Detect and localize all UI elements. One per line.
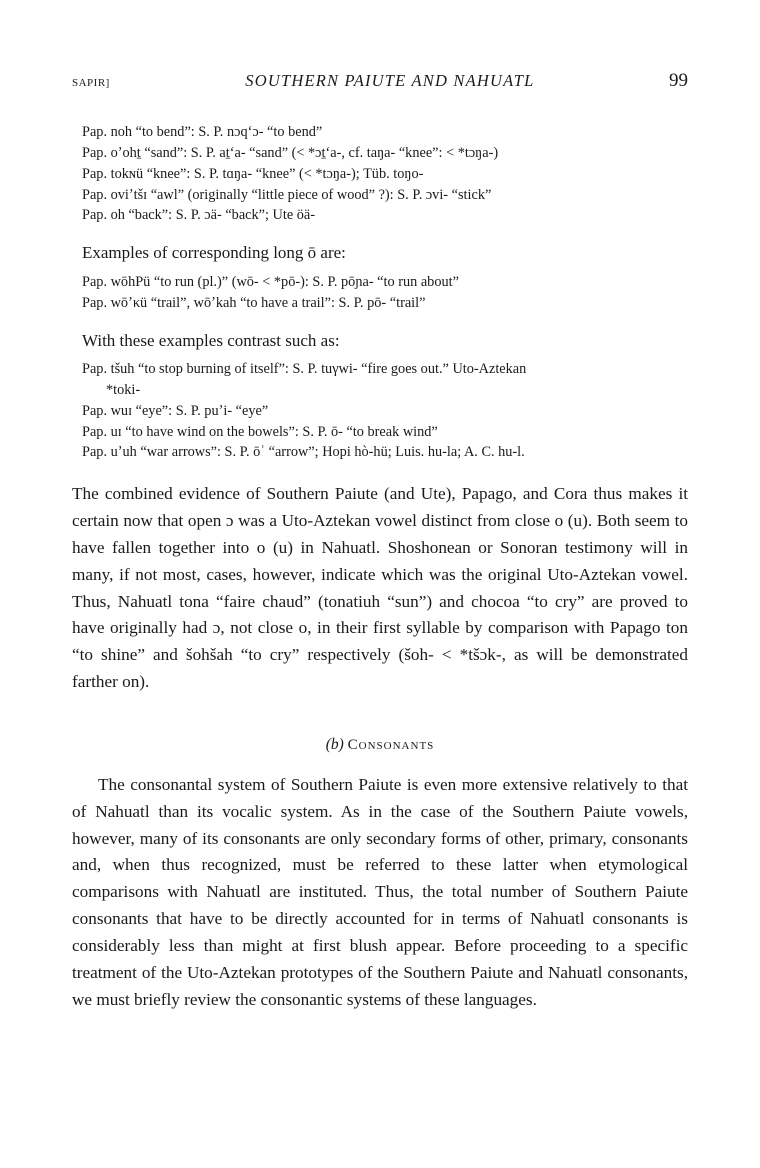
example-line: Pap. uʼuh “war arrows”: S. P. ōʿ “arrow”; Hopi hò-hü; Luis. hu-la; A. C. hu-l. — [82, 444, 525, 461]
example-line-continuation: *toki- — [106, 381, 141, 398]
example-line: Pap. tšuh “to stop burning of itself”: S. P. tuγwi- “fire goes out.” Uto-Aztekan — [82, 361, 527, 378]
page-number: 99 — [669, 70, 688, 91]
example-line: Pap. noh “to bend”: S. P. nɔqʻɔ- “to bend” — [82, 124, 323, 140]
running-head-author: SAPIR] — [72, 77, 110, 89]
example-line: Pap. tokɴü “knee”: S. P. tɑŋa- “knee” (< *tɔŋa-); Tüb. toŋo- — [82, 165, 424, 182]
running-head — [72, 70, 688, 92]
example-line: Pap. oʼohṯ “sand”: S. P. aṯʻa- “sand” (< *ɔṯʻa-, cf. taŋa- “knee”: < *tɔŋa-) — [82, 144, 499, 161]
section-heading-letter: (b) — [325, 735, 344, 753]
display-line-long-o: Examples of corresponding long ō are: — [82, 243, 346, 263]
example-line: Pap. oviʼtšɪ “awl” (originally “little piece of wood” ?): S. P. ɔvi- “stick” — [82, 186, 492, 203]
examples-block-2 — [72, 272, 688, 314]
example-line: Pap. wōʼκü “trail”, wōʼkah “to have a trail”: S. P. pō- “trail” — [82, 294, 426, 311]
example-line: Pap. uɪ “to have wind on the bowels”: S. P. ō- “to break wind” — [82, 423, 438, 440]
example-line: Pap. wuɪ “eye”: S. P. puʼi- “eye” — [82, 402, 269, 419]
section-heading-consonants — [72, 736, 688, 754]
running-head-title: SOUTHERN PAIUTE AND NAHUATL — [245, 71, 535, 90]
example-line: Pap. oh “back”: S. P. ɔä- “back”; Ute öä- — [82, 207, 316, 224]
example-line: Pap. wōhPü “to run (pl.)” (wō- < *pō-): S. P. pōɲa- “to run about” — [82, 273, 459, 290]
section-heading-text: Consonants — [347, 736, 435, 753]
examples-block-1 — [72, 122, 688, 226]
examples-block-3 — [72, 359, 688, 463]
display-line-contrast: With these examples contrast such as: — [82, 330, 340, 350]
body-paragraph-vowels: The combined evidence of Southern Paiute (and Ute), Papago, and Cora thus makes it certain now that open ɔ was a Uto-Aztekan vowel distinct from close o (u). Both seem to have fallen together into o (u) in Nahuatl. Shoshonean or Sonoran testimony will in many, if not most, cases, however, indicate which was the original Uto-Aztekan vowel. Thus, Nahuatl tona “faire chaud” (tonatiuh “sun”) and chocoa “to cry” are proved to have originally had ɔ, not close o, in their first syllable by comparison with Papago ton “to shine” and šohšah “to cry” respectively (šoh- < *tšɔk-, as will be demonstrated farther on). — [72, 484, 688, 692]
body-paragraph-consonants: The consonantal system of Southern Paiute is even more extensive relatively to that of Nahuatl than its vocalic system. As in the case of the Southern Paiute vowels, however, many of its consonants are only secondary forms of other, primary, consonants and, when thus recognized, must be referred to these latter when etymological comparisons with Nahuatl are instituted. Thus, the total number of Southern Paiute consonants that have to be directly accounted for in terms of Nahuatl consonants is considerably less than might at first blush appear. Before proceeding to a specific treatment of the Uto-Aztekan prototypes of the Southern Paiute and Nahuatl consonants, we must briefly review the consonantic systems of these languages. — [72, 774, 688, 1009]
